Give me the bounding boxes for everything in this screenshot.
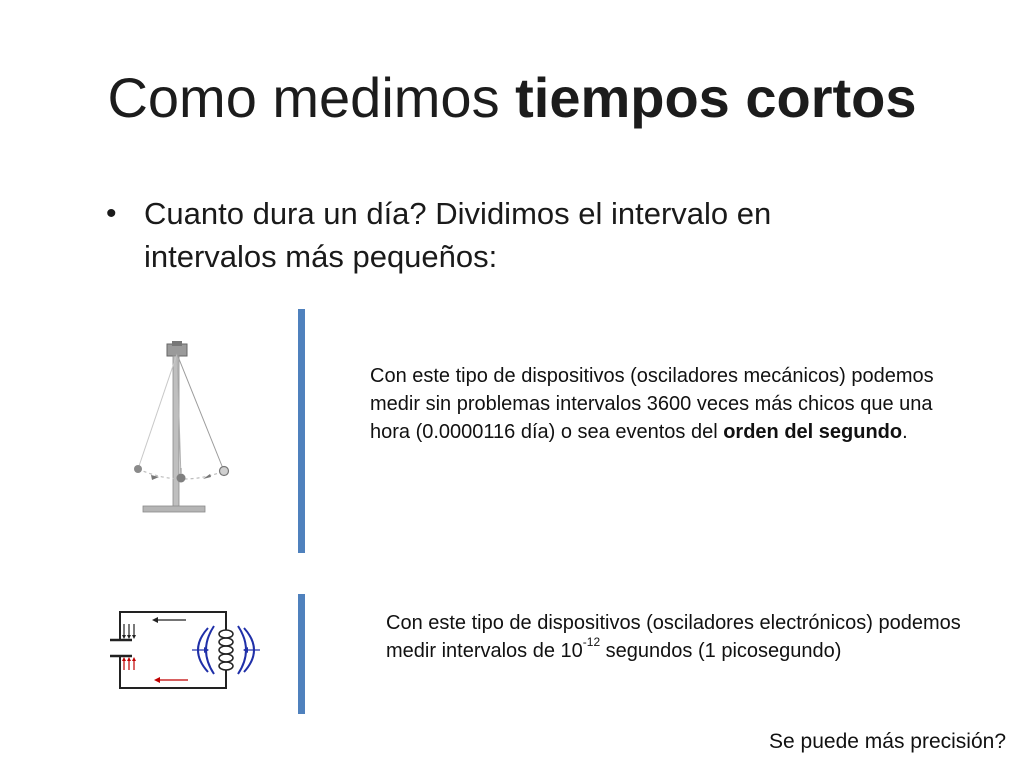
electronic-oscillator-text — [386, 609, 986, 665]
electronic-text-end: segundos (1 picosegundo) — [600, 640, 842, 662]
electronic-exponent: -12 — [582, 635, 601, 650]
bullet-dot: • — [106, 197, 117, 230]
mechanical-text-end: . — [902, 421, 908, 443]
title-bold: tiempos cortos — [515, 66, 917, 129]
mechanical-text: Con este tipo de dispositivos (osciladores mecánicos) podemos medir sin problemas intervalos 3600 veces más chicos que una hora (0.0000116 día) o sea eventos del — [370, 365, 934, 443]
electronic-text: Con este tipo de dispositivos (osciladores electrónicos) podemos medir intervalos de 10 — [386, 612, 961, 662]
divider-mechanical — [298, 309, 305, 553]
title-normal: Como medimos — [107, 66, 516, 129]
bullet-text: Cuanto dura un día? Dividimos el intervalo en intervalos más pequeños: — [144, 196, 772, 274]
pendulum-icon — [125, 338, 240, 516]
lc-circuit-icon — [108, 604, 268, 694]
slide-title — [0, 62, 1024, 134]
divider-electronic — [298, 594, 305, 714]
footer-question: Se puede más precisión? — [769, 730, 1006, 753]
mechanical-oscillator-text — [370, 362, 940, 446]
mechanical-bold: orden del segundo — [723, 421, 903, 443]
